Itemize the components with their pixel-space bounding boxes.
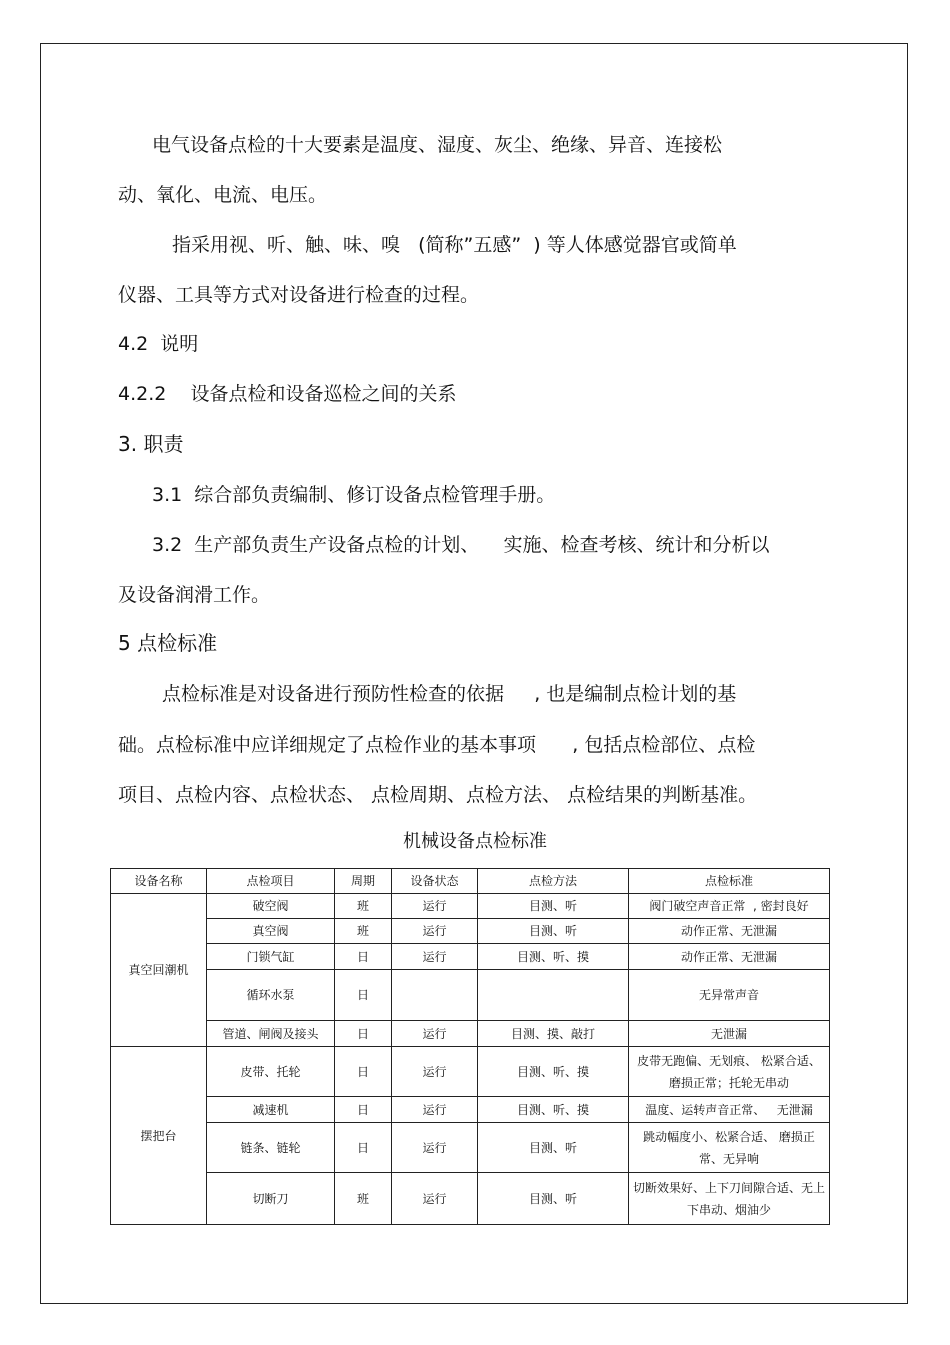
table-row — [111, 970, 830, 1021]
table-cell: 目测、听 — [478, 1173, 629, 1225]
column-header: 点检方法 — [478, 869, 629, 894]
table-cell: 日 — [335, 1097, 392, 1123]
table-cell: 真空阀 — [207, 919, 335, 944]
paragraph-line: 指采用视、听、触、味、嗅 (简称”五感” ) 等人体感觉器官或简单 — [172, 234, 737, 256]
column-header: 点检项目 — [207, 869, 335, 894]
table-cell: 减速机 — [207, 1097, 335, 1123]
table-row — [111, 894, 830, 919]
equipment-name-cell: 真空回潮机 — [111, 894, 207, 1047]
paragraph-line: 点检标准是对设备进行预防性检查的依据 , 也是编制点检计划的基 — [162, 683, 737, 705]
table-cell: 班 — [335, 894, 392, 919]
paragraph-line: 及设备润滑工作。 — [118, 584, 271, 606]
paragraph-line: 动、氧化、电流、电压。 — [118, 184, 328, 206]
table-cell: 管道、闸阀及接头 — [207, 1021, 335, 1047]
inspection-standard-table — [110, 868, 830, 1225]
table-title: 机械设备点检标准 — [403, 831, 547, 852]
table-cell: 温度、运转声音正常、 无泄漏 — [629, 1097, 830, 1123]
table-cell: 目测、摸、敲打 — [478, 1021, 629, 1047]
table-cell: 无异常声音 — [629, 970, 830, 1021]
table-cell: 目测、听 — [478, 1123, 629, 1173]
equipment-name-cell: 摆把台 — [111, 1047, 207, 1225]
table-row — [111, 944, 830, 970]
table-cell: 动作正常、无泄漏 — [629, 944, 830, 970]
table-cell: 班 — [335, 919, 392, 944]
table-cell: 目测、听、摸 — [478, 1097, 629, 1123]
table-cell: 运行 — [392, 1123, 478, 1173]
table-row — [111, 919, 830, 944]
table-cell: 切断刀 — [207, 1173, 335, 1225]
section-heading: 4.2 说明 — [118, 333, 199, 355]
table-cell: 日 — [335, 970, 392, 1021]
table-cell: 运行 — [392, 1097, 478, 1123]
table-cell: 阀门破空声音正常 , 密封良好 — [629, 894, 830, 919]
table-cell: 目测、听、摸 — [478, 944, 629, 970]
table-cell: 切断效果好、上下刀间隙合适、无上下串动、烟油少 — [629, 1173, 830, 1225]
table-cell: 运行 — [392, 1173, 478, 1225]
table-cell: 循环水泵 — [207, 970, 335, 1021]
paragraph-line: 电气设备点检的十大要素是温度、湿度、灰尘、绝缘、异音、连接松 — [152, 134, 723, 156]
table-cell: 皮带、托轮 — [207, 1047, 335, 1097]
table-row — [111, 1123, 830, 1173]
table-cell: 日 — [335, 1123, 392, 1173]
table-cell: 日 — [335, 1021, 392, 1047]
table-cell: 日 — [335, 1047, 392, 1097]
table-cell: 运行 — [392, 1047, 478, 1097]
table-cell: 目测、听 — [478, 894, 629, 919]
table-header-row — [111, 869, 830, 894]
table-cell: 运行 — [392, 919, 478, 944]
table-cell: 动作正常、无泄漏 — [629, 919, 830, 944]
table-row — [111, 1173, 830, 1225]
column-header: 设备状态 — [392, 869, 478, 894]
table-cell: 目测、听 — [478, 919, 629, 944]
section-heading: 4.2.2 设备点检和设备巡检之间的关系 — [118, 383, 457, 405]
table-cell: 运行 — [392, 944, 478, 970]
table-row — [111, 1021, 830, 1047]
paragraph-line: 3.1 综合部负责编制、修订设备点检管理手册。 — [152, 484, 556, 506]
table-cell — [392, 970, 478, 1021]
table-cell — [478, 970, 629, 1021]
table-cell: 破空阀 — [207, 894, 335, 919]
column-header: 周期 — [335, 869, 392, 894]
table-cell: 门锁气缸 — [207, 944, 335, 970]
paragraph-line: 础。点检标准中应详细规定了点检作业的基本事项 , 包括点检部位、点检 — [118, 734, 756, 756]
table-cell: 日 — [335, 944, 392, 970]
table-row — [111, 1047, 830, 1097]
section-heading: 5 点检标准 — [118, 631, 218, 655]
table-cell: 皮带无跑偏、无划痕、 松紧合适、磨损正常；托轮无串动 — [629, 1047, 830, 1097]
section-heading: 3. 职责 — [118, 432, 184, 456]
paragraph-line: 3.2 生产部负责生产设备点检的计划、 实施、检查考核、统计和分析以 — [152, 534, 770, 556]
table-row — [111, 1097, 830, 1123]
table-cell: 跳动幅度小、松紧合适、 磨损正常、无异响 — [629, 1123, 830, 1173]
table-cell: 班 — [335, 1173, 392, 1225]
table-cell: 目测、听、摸 — [478, 1047, 629, 1097]
column-header: 点检标准 — [629, 869, 830, 894]
table-cell: 无泄漏 — [629, 1021, 830, 1047]
paragraph-line: 项目、点检内容、点检状态、 点检周期、点检方法、 点检结果的判断基准。 — [118, 784, 758, 806]
column-header: 设备名称 — [111, 869, 207, 894]
table-cell: 运行 — [392, 894, 478, 919]
table-cell: 链条、链轮 — [207, 1123, 335, 1173]
paragraph-line: 仪器、工具等方式对设备进行检查的过程。 — [118, 284, 480, 306]
table-cell: 运行 — [392, 1021, 478, 1047]
